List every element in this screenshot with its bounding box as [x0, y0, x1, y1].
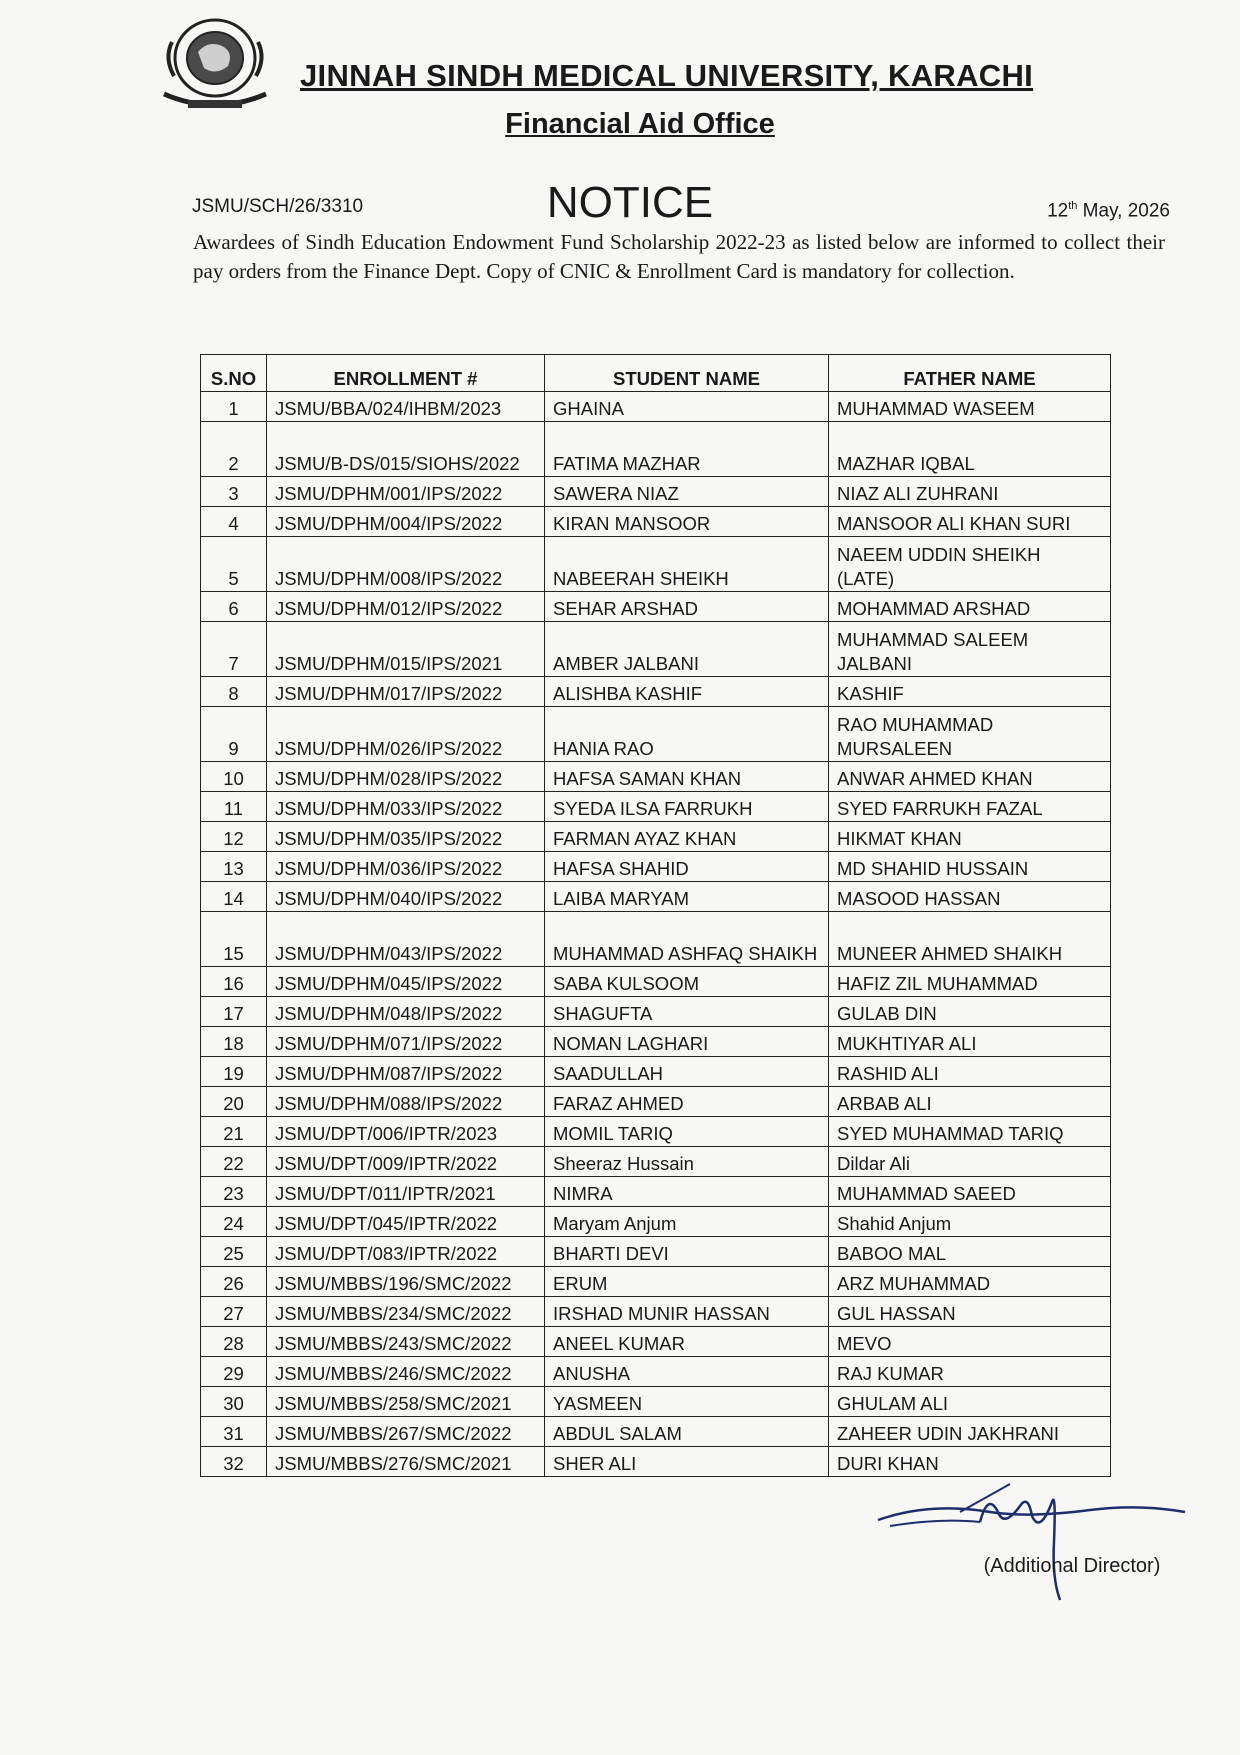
cell-father-name: GULAB DIN	[829, 997, 1111, 1027]
table-row	[201, 422, 1111, 477]
cell-sno: 26	[201, 1267, 267, 1297]
cell-father-name: RAJ KUMAR	[829, 1357, 1111, 1387]
cell-sno: 19	[201, 1057, 267, 1087]
cell-enrollment: JSMU/DPHM/004/IPS/2022	[267, 507, 545, 537]
header-sno: S.NO	[201, 355, 267, 392]
cell-student-name: HANIA RAO	[545, 707, 829, 762]
cell-student-name: AMBER JALBANI	[545, 622, 829, 677]
date-day: 12	[1047, 200, 1069, 222]
cell-student-name: NIMRA	[545, 1177, 829, 1207]
table-row	[201, 1027, 1111, 1057]
cell-student-name: FARAZ AHMED	[545, 1087, 829, 1117]
cell-sno: 4	[201, 507, 267, 537]
cell-enrollment: JSMU/DPHM/028/IPS/2022	[267, 762, 545, 792]
date-month-year: May, 2026	[1077, 200, 1170, 222]
table-row	[201, 1057, 1111, 1087]
awardees-table	[200, 354, 1111, 1477]
cell-enrollment: JSMU/DPT/083/IPTR/2022	[267, 1237, 545, 1267]
cell-father-name: ARZ MUHAMMAD	[829, 1267, 1111, 1297]
cell-father-name: NAEEM UDDIN SHEIKH (LATE)	[829, 537, 1111, 592]
table-row	[201, 762, 1111, 792]
cell-enrollment: JSMU/BBA/024/IHBM/2023	[267, 392, 545, 422]
cell-enrollment: JSMU/DPHM/008/IPS/2022	[267, 537, 545, 592]
cell-student-name: FARMAN AYAZ KHAN	[545, 822, 829, 852]
cell-student-name: SHAGUFTA	[545, 997, 829, 1027]
cell-enrollment: JSMU/B-DS/015/SIOHS/2022	[267, 422, 545, 477]
cell-father-name: GHULAM ALI	[829, 1387, 1111, 1417]
cell-enrollment: JSMU/MBBS/276/SMC/2021	[267, 1447, 545, 1477]
cell-sno: 7	[201, 622, 267, 677]
cell-father-name: SYED MUHAMMAD TARIQ	[829, 1117, 1111, 1147]
cell-father-name: RAO MUHAMMAD MURSALEEN	[829, 707, 1111, 762]
cell-sno: 28	[201, 1327, 267, 1357]
cell-enrollment: JSMU/DPHM/071/IPS/2022	[267, 1027, 545, 1057]
cell-enrollment: JSMU/DPHM/088/IPS/2022	[267, 1087, 545, 1117]
cell-student-name: NABEERAH SHEIKH	[545, 537, 829, 592]
table-row	[201, 967, 1111, 997]
cell-student-name: ALISHBA KASHIF	[545, 677, 829, 707]
cell-student-name: FATIMA MAZHAR	[545, 422, 829, 477]
cell-enrollment: JSMU/DPHM/035/IPS/2022	[267, 822, 545, 852]
cell-student-name: SAWERA NIAZ	[545, 477, 829, 507]
cell-sno: 20	[201, 1087, 267, 1117]
cell-student-name: Maryam Anjum	[545, 1207, 829, 1237]
table-row	[201, 507, 1111, 537]
cell-student-name: ERUM	[545, 1267, 829, 1297]
table-row	[201, 1117, 1111, 1147]
cell-sno: 21	[201, 1117, 267, 1147]
cell-student-name: SEHAR ARSHAD	[545, 592, 829, 622]
table-row	[201, 1327, 1111, 1357]
table-row	[201, 1447, 1111, 1477]
table-row	[201, 677, 1111, 707]
table-row	[201, 1357, 1111, 1387]
cell-sno: 30	[201, 1387, 267, 1417]
signatory-title: (Additional Director)	[983, 1555, 1161, 1577]
cell-student-name: MOMIL TARIQ	[545, 1117, 829, 1147]
cell-father-name: SYED FARRUKH FAZAL	[829, 792, 1111, 822]
table-row	[201, 1087, 1111, 1117]
cell-enrollment: JSMU/DPHM/033/IPS/2022	[267, 792, 545, 822]
cell-father-name: MUNEER AHMED SHAIKH	[829, 912, 1111, 967]
cell-enrollment: JSMU/MBBS/234/SMC/2022	[267, 1297, 545, 1327]
cell-father-name: KASHIF	[829, 677, 1111, 707]
cell-enrollment: JSMU/MBBS/196/SMC/2022	[267, 1267, 545, 1297]
table-row	[201, 912, 1111, 967]
cell-enrollment: JSMU/DPHM/015/IPS/2021	[267, 622, 545, 677]
cell-sno: 14	[201, 882, 267, 912]
cell-student-name: IRSHAD MUNIR HASSAN	[545, 1297, 829, 1327]
cell-sno: 15	[201, 912, 267, 967]
cell-student-name: NOMAN LAGHARI	[545, 1027, 829, 1057]
signature-scribble	[870, 1482, 1190, 1602]
table-row	[201, 1177, 1111, 1207]
cell-sno: 18	[201, 1027, 267, 1057]
cell-father-name: MUHAMMAD SAEED	[829, 1177, 1111, 1207]
cell-enrollment: JSMU/DPT/006/IPTR/2023	[267, 1117, 545, 1147]
cell-sno: 27	[201, 1297, 267, 1327]
cell-enrollment: JSMU/DPHM/036/IPS/2022	[267, 852, 545, 882]
table-row	[201, 792, 1111, 822]
table-row	[201, 822, 1111, 852]
cell-student-name: ANEEL KUMAR	[545, 1327, 829, 1357]
cell-enrollment: JSMU/DPHM/026/IPS/2022	[267, 707, 545, 762]
university-seal-logo	[150, 12, 280, 120]
cell-father-name: RASHID ALI	[829, 1057, 1111, 1087]
cell-student-name: SYEDA ILSA FARRUKH	[545, 792, 829, 822]
cell-father-name: ARBAB ALI	[829, 1087, 1111, 1117]
cell-sno: 29	[201, 1357, 267, 1387]
cell-student-name: SHER ALI	[545, 1447, 829, 1477]
cell-father-name: MUHAMMAD WASEEM	[829, 392, 1111, 422]
cell-sno: 32	[201, 1447, 267, 1477]
cell-father-name: MANSOOR ALI KHAN SURI	[829, 507, 1111, 537]
cell-enrollment: JSMU/DPHM/087/IPS/2022	[267, 1057, 545, 1087]
table-row	[201, 1297, 1111, 1327]
cell-father-name: MUHAMMAD SALEEM JALBANI	[829, 622, 1111, 677]
cell-enrollment: JSMU/MBBS/267/SMC/2022	[267, 1417, 545, 1447]
cell-sno: 1	[201, 392, 267, 422]
cell-enrollment: JSMU/MBBS/258/SMC/2021	[267, 1387, 545, 1417]
cell-enrollment: JSMU/DPHM/048/IPS/2022	[267, 997, 545, 1027]
notice-date	[1000, 200, 1170, 222]
cell-enrollment: JSMU/DPHM/045/IPS/2022	[267, 967, 545, 997]
table-row	[201, 1237, 1111, 1267]
cell-sno: 17	[201, 997, 267, 1027]
cell-student-name: SABA KULSOOM	[545, 967, 829, 997]
cell-father-name: MD SHAHID HUSSAIN	[829, 852, 1111, 882]
cell-sno: 10	[201, 762, 267, 792]
cell-sno: 16	[201, 967, 267, 997]
cell-student-name: Sheeraz Hussain	[545, 1147, 829, 1177]
cell-father-name: HAFIZ ZIL MUHAMMAD	[829, 967, 1111, 997]
cell-sno: 6	[201, 592, 267, 622]
table-row	[201, 537, 1111, 592]
cell-father-name: MASOOD HASSAN	[829, 882, 1111, 912]
cell-father-name: GUL HASSAN	[829, 1297, 1111, 1327]
notice-body: Awardees of Sindh Education Endowment Fund Scholarship 2022-23 as listed below are informed to collect their pay orders from the Finance Dept. Copy of CNIC & Enrollment Card is mandatory for collection.	[193, 230, 1165, 283]
cell-sno: 3	[201, 477, 267, 507]
cell-father-name: ANWAR AHMED KHAN	[829, 762, 1111, 792]
cell-student-name: ANUSHA	[545, 1357, 829, 1387]
cell-student-name: KIRAN MANSOOR	[545, 507, 829, 537]
cell-father-name: MOHAMMAD ARSHAD	[829, 592, 1111, 622]
cell-father-name: Dildar Ali	[829, 1147, 1111, 1177]
table-row	[201, 392, 1111, 422]
table-row	[201, 1147, 1111, 1177]
table-row	[201, 1267, 1111, 1297]
cell-sno: 31	[201, 1417, 267, 1447]
table-row	[201, 997, 1111, 1027]
cell-sno: 23	[201, 1177, 267, 1207]
cell-sno: 22	[201, 1147, 267, 1177]
cell-sno: 24	[201, 1207, 267, 1237]
table-row	[201, 882, 1111, 912]
cell-enrollment: JSMU/DPHM/040/IPS/2022	[267, 882, 545, 912]
table-row	[201, 1417, 1111, 1447]
header-father-name: FATHER NAME	[829, 355, 1111, 392]
cell-enrollment: JSMU/DPT/009/IPTR/2022	[267, 1147, 545, 1177]
cell-sno: 11	[201, 792, 267, 822]
cell-student-name: BHARTI DEVI	[545, 1237, 829, 1267]
cell-sno: 9	[201, 707, 267, 762]
office-name: Financial Aid Office	[505, 108, 775, 140]
cell-father-name: DURI KHAN	[829, 1447, 1111, 1477]
cell-student-name: ABDUL SALAM	[545, 1417, 829, 1447]
table-row	[201, 707, 1111, 762]
notice-heading: NOTICE	[546, 178, 714, 227]
table-row	[201, 852, 1111, 882]
cell-student-name: YASMEEN	[545, 1387, 829, 1417]
university-name: JINNAH SINDH MEDICAL UNIVERSITY, KARACHI	[300, 58, 1034, 93]
table-row	[201, 477, 1111, 507]
reference-number: JSMU/SCH/26/3310	[192, 196, 364, 217]
cell-enrollment: JSMU/DPHM/012/IPS/2022	[267, 592, 545, 622]
cell-father-name: HIKMAT KHAN	[829, 822, 1111, 852]
cell-student-name: SAADULLAH	[545, 1057, 829, 1087]
cell-sno: 8	[201, 677, 267, 707]
cell-father-name: Shahid Anjum	[829, 1207, 1111, 1237]
cell-enrollment: JSMU/DPT/045/IPTR/2022	[267, 1207, 545, 1237]
cell-student-name: GHAINA	[545, 392, 829, 422]
cell-father-name: MEVO	[829, 1327, 1111, 1357]
cell-father-name: NIAZ ALI ZUHRANI	[829, 477, 1111, 507]
table-row	[201, 1207, 1111, 1237]
cell-father-name: BABOO MAL	[829, 1237, 1111, 1267]
table-row	[201, 622, 1111, 677]
cell-sno: 25	[201, 1237, 267, 1267]
table-row	[201, 592, 1111, 622]
cell-sno: 12	[201, 822, 267, 852]
cell-sno: 5	[201, 537, 267, 592]
cell-student-name: MUHAMMAD ASHFAQ SHAIKH	[545, 912, 829, 967]
cell-enrollment: JSMU/DPHM/043/IPS/2022	[267, 912, 545, 967]
cell-enrollment: JSMU/DPT/011/IPTR/2021	[267, 1177, 545, 1207]
cell-father-name: ZAHEER UDIN JAKHRANI	[829, 1417, 1111, 1447]
table-row	[201, 1387, 1111, 1417]
cell-student-name: HAFSA SAMAN KHAN	[545, 762, 829, 792]
cell-enrollment: JSMU/MBBS/246/SMC/2022	[267, 1357, 545, 1387]
cell-father-name: MAZHAR IQBAL	[829, 422, 1111, 477]
header-student-name: STUDENT NAME	[545, 355, 829, 392]
cell-student-name: HAFSA SHAHID	[545, 852, 829, 882]
cell-enrollment: JSMU/DPHM/001/IPS/2022	[267, 477, 545, 507]
cell-student-name: LAIBA MARYAM	[545, 882, 829, 912]
cell-enrollment: JSMU/MBBS/243/SMC/2022	[267, 1327, 545, 1357]
cell-father-name: MUKHTIYAR ALI	[829, 1027, 1111, 1057]
cell-sno: 2	[201, 422, 267, 477]
table-header-row	[201, 355, 1111, 392]
table-body	[201, 392, 1111, 1477]
cell-enrollment: JSMU/DPHM/017/IPS/2022	[267, 677, 545, 707]
date-suffix: th	[1068, 200, 1078, 212]
header-enrollment: ENROLLMENT #	[267, 355, 545, 392]
cell-sno: 13	[201, 852, 267, 882]
